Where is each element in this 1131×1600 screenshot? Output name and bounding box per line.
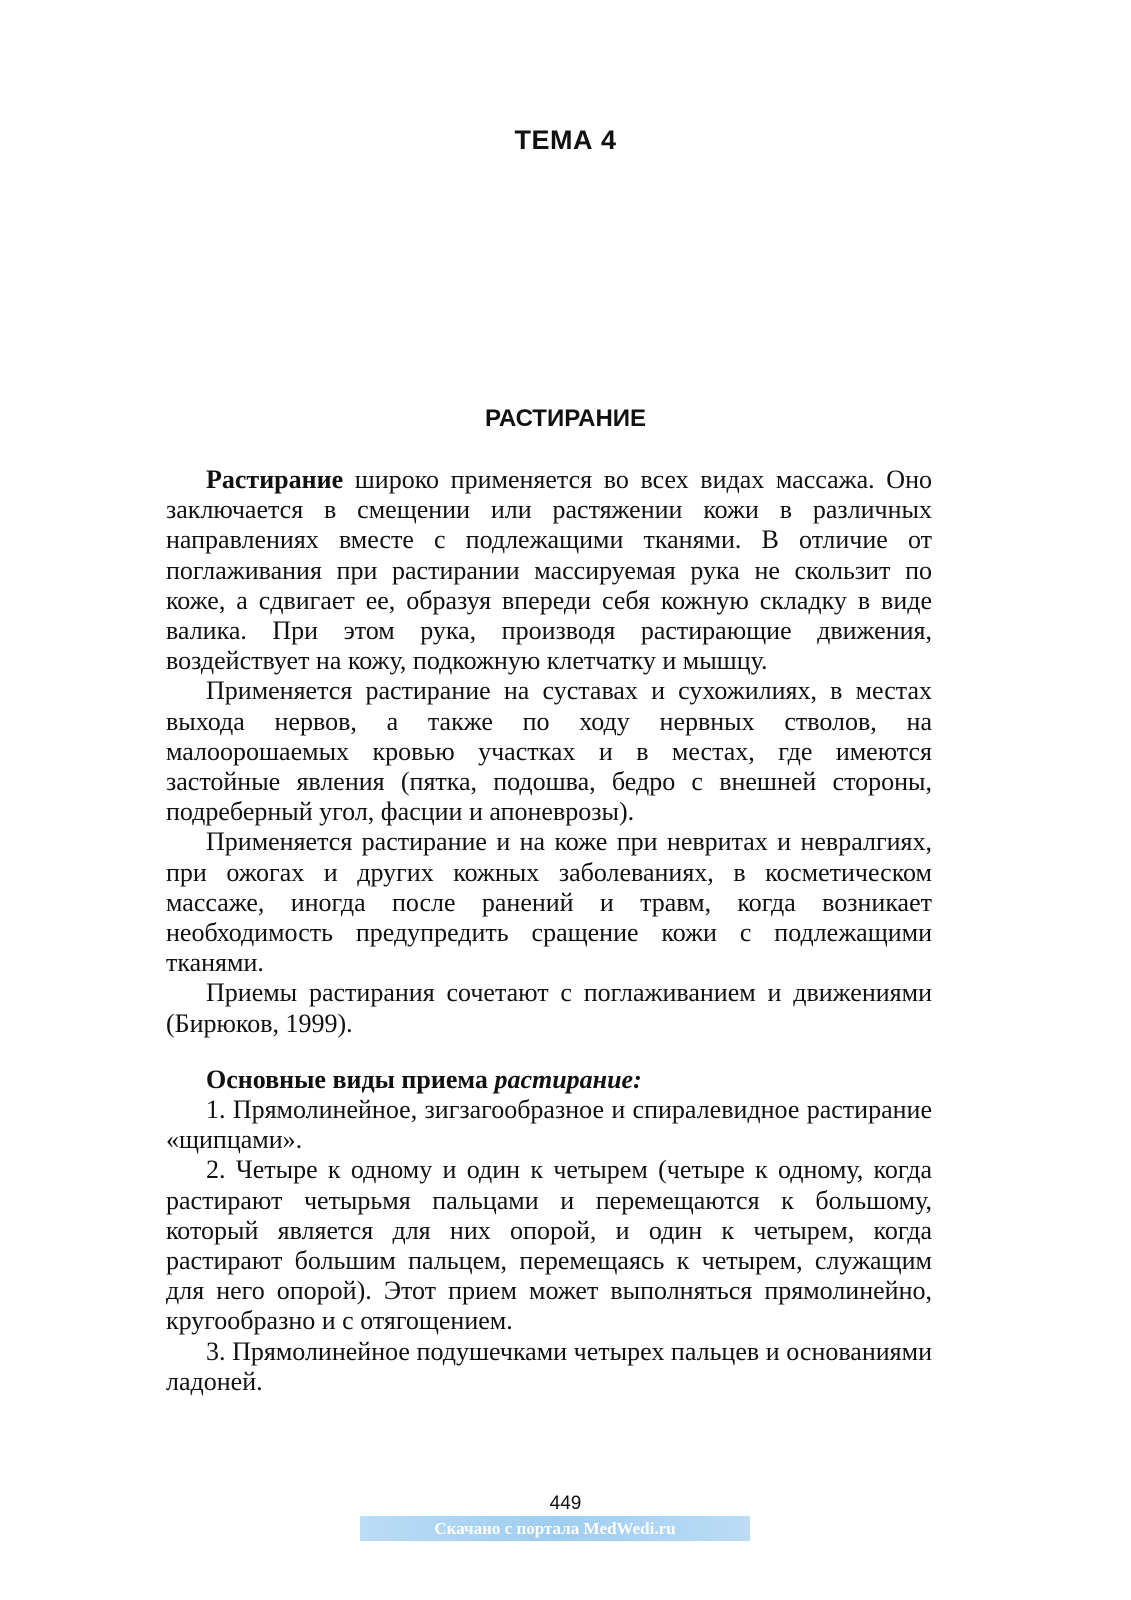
paragraph-applications: Применяется растирание на суставах и сухожилиях, в местах выхода нервов, а также по ходу нервных стволов, на малоорошаемых кровью участках и в местах, где имеются застойные явления (пятка, подошва, бедро с внешней стороны, подреберный угол, фасции и апоневрозы). (166, 676, 932, 827)
paragraph-skin-applications: Применяется растирание и на коже при невритах и невралгиях, при ожогах и других кожных заболеваниях, в косметическом массаже, иногда после ранений и травм, когда возникает необходимость предупредить сращение кожи с подлежащими тканями. (166, 827, 932, 978)
term-bold: Растирание (206, 465, 344, 494)
types-heading (166, 1065, 932, 1095)
paragraph-intro-text: широко применяется во всех видах массажа. Оно заключается в смещении или растяжении кожи в различных направлениях вместе с подлежащими тканями. В отличие от поглаживания при растирании массируемая рука не скользит по коже, а сдвигает ее, образуя впереди себя кожную складку в виде валика. При этом рука, производя растирающие движения, воздействует на кожу, подкожную клетчатку и мышцу. (166, 465, 932, 676)
body-text (166, 465, 932, 1397)
paragraph-intro (166, 465, 932, 676)
page-number: 449 (549, 1493, 582, 1514)
types-heading-italic: растирание: (494, 1064, 642, 1094)
paragraph-combination: Приемы растирания сочетают с поглаживанием и движениями (Бирюков, 1999). (166, 978, 932, 1038)
list-item: 2. Четыре к одному и один к четырем (четыре к одному, когда растирают четырьмя пальцами и перемещаются к большому, который является для них опорой, и один к четырем, когда растирают большим пальцем, перемещаясь к четырем, служащим для него опорой). Этот прием может выполняться прямолинейно, кругообразно и с отягощением. (166, 1155, 932, 1336)
section-title: РАСТИРАНИЕ (484, 405, 647, 432)
types-heading-bold: Основные виды приема (206, 1064, 495, 1094)
topic-title: ТЕМА 4 (514, 125, 617, 155)
list-item: 1. Прямолинейное, зигзагообразное и спиралевидное растирание «щипцами». (166, 1095, 932, 1155)
list-item: 3. Прямолинейное подушечками четырех пальцев и основаниями ладоней. (166, 1336, 932, 1396)
watermark-banner: Скачано с портала MedWedi.ru (360, 1516, 750, 1541)
